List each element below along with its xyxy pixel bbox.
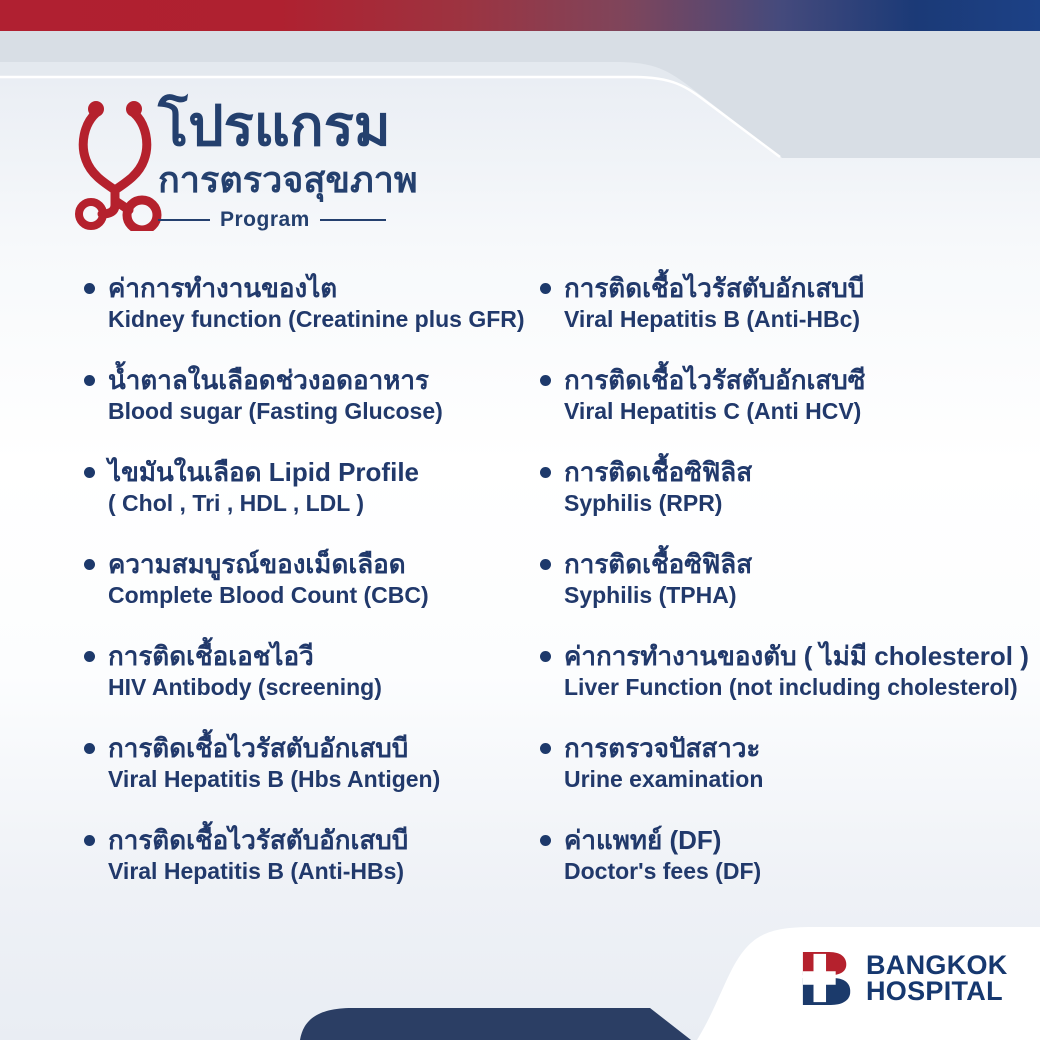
bullet-dot-icon <box>84 835 95 846</box>
checkup-item <box>540 732 1020 794</box>
item-english-label: Complete Blood Count (CBC) <box>108 582 429 608</box>
checkup-item <box>540 272 1020 334</box>
item-english-label: HIV Antibody (screening) <box>108 674 382 700</box>
program-caption-row <box>158 208 396 232</box>
program-caption: Program <box>220 207 310 231</box>
item-english-label: Viral Hepatitis B (Anti-HBc) <box>564 306 861 332</box>
checkup-item <box>84 456 524 518</box>
brand-name-line1: BANGKOK <box>866 950 1008 980</box>
right-rule <box>320 219 386 222</box>
bullet-dot-icon <box>540 375 551 386</box>
checkup-item <box>540 364 1020 426</box>
bangkok-hospital-b-logo <box>800 948 854 1008</box>
item-thai-label: การติดเชื้อไวรัสตับอักเสบบี <box>108 733 409 763</box>
checkup-item <box>84 272 524 334</box>
item-thai-label: การตรวจปัสสาวะ <box>564 733 761 763</box>
item-thai-label: การติดเชื้อซิฟิลิส <box>564 457 753 487</box>
item-english-label: Urine examination <box>564 766 764 792</box>
checkup-list-left <box>84 272 524 916</box>
item-thai-label: การติดเชื้อซิฟิลิส <box>564 549 753 579</box>
bullet-dot-icon <box>84 467 95 478</box>
item-thai-label: การติดเชื้อไวรัสตับอักเสบบี <box>564 273 865 303</box>
left-rule <box>158 219 210 222</box>
item-english-label: Viral Hepatitis B (Hbs Antigen) <box>108 766 441 792</box>
stethoscope-icon <box>70 99 165 231</box>
brand-name-line2: HOSPITAL <box>866 976 1003 1006</box>
checkup-item <box>540 548 1020 610</box>
page-subtitle-thai: การตรวจสุขภาพ <box>158 158 418 200</box>
item-thai-label: การติดเชื้อไวรัสตับอักเสบบี <box>108 825 409 855</box>
bullet-dot-icon <box>540 283 551 294</box>
bullet-dot-icon <box>84 375 95 386</box>
item-thai-label: การติดเชื้อไวรัสตับอักเสบซี <box>564 365 866 395</box>
bullet-dot-icon <box>84 283 95 294</box>
item-english-label: ( Chol , Tri , HDL , LDL ) <box>108 490 364 516</box>
bullet-dot-icon <box>540 467 551 478</box>
item-english-label: Liver Function (not including cholesterol) <box>564 674 1018 700</box>
bullet-dot-icon <box>540 651 551 662</box>
item-english-label: Blood sugar (Fasting Glucose) <box>108 398 443 424</box>
bullet-dot-icon <box>84 743 95 754</box>
checkup-item <box>84 548 524 610</box>
item-thai-label: ความสมบูรณ์ของเม็ดเลือด <box>108 549 406 579</box>
page-title-thai: โปรแกรม <box>158 94 391 157</box>
checkup-item <box>84 824 524 886</box>
item-thai-label: ค่าการทำงานของตับ ( ไม่มี cholesterol ) <box>564 641 1029 671</box>
checkup-item <box>84 364 524 426</box>
bullet-dot-icon <box>540 835 551 846</box>
item-english-label: Viral Hepatitis C (Anti HCV) <box>564 398 862 424</box>
bullet-dot-icon <box>84 559 95 570</box>
bullet-dot-icon <box>540 743 551 754</box>
item-english-label: Kidney function (Creatinine plus GFR) <box>108 306 525 332</box>
item-english-label: Doctor's fees (DF) <box>564 858 762 884</box>
checkup-item <box>540 640 1029 702</box>
checkup-item <box>84 640 524 702</box>
checkup-list-right <box>540 272 1029 916</box>
checkup-item <box>84 732 524 794</box>
item-english-label: Syphilis (RPR) <box>564 490 723 516</box>
item-thai-label: ค่าแพทย์ (DF) <box>564 825 722 855</box>
brand-block <box>800 948 1008 1008</box>
item-english-label: Viral Hepatitis B (Anti-HBs) <box>108 858 405 884</box>
bullet-dot-icon <box>84 651 95 662</box>
bullet-dot-icon <box>540 559 551 570</box>
checkup-item <box>540 456 1020 518</box>
item-thai-label: ค่าการทำงานของไต <box>108 273 338 303</box>
item-thai-label: การติดเชื้อเอชไอวี <box>108 641 314 671</box>
item-english-label: Syphilis (TPHA) <box>564 582 737 608</box>
item-thai-label: น้ำตาลในเลือดช่วงอดอาหาร <box>108 365 429 395</box>
item-thai-label: ไขมันในเลือด Lipid Profile <box>108 457 419 487</box>
checkup-item <box>540 824 1020 886</box>
